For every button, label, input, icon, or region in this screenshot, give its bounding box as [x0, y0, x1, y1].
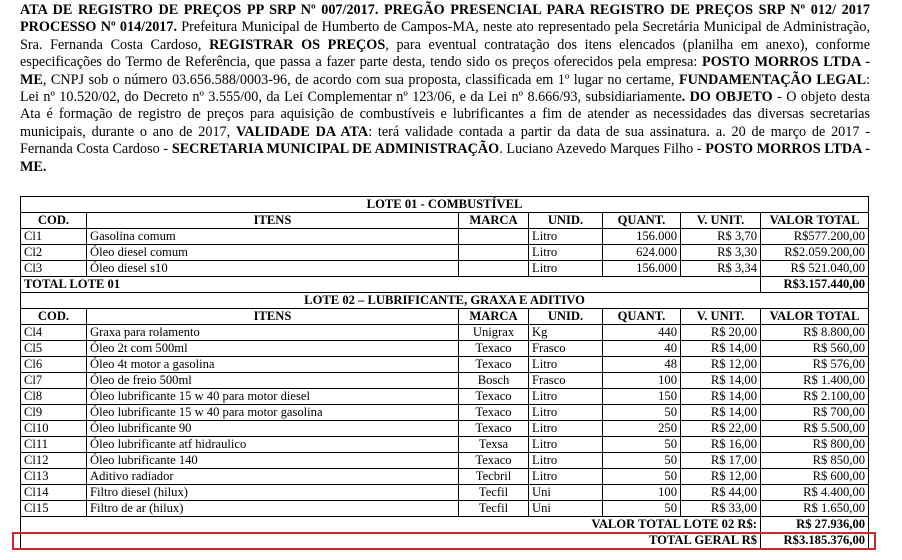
- price-table: [20, 196, 869, 549]
- cell-vunit: R$ 14,00: [681, 389, 761, 405]
- cell-valor-total: R$ 700,00: [761, 405, 869, 421]
- ata-title: ATA DE REGISTRO DE PREÇOS PP SRP Nº 007/2017. PREGÃO PRESENCIAL PARA REGISTRO DE PREÇOS SRP Nº 012/ 2017 PROCESSO Nº 014/2017.: [20, 2, 870, 36]
- header-cod: COD.: [21, 309, 87, 325]
- cell-cod: Cl2: [21, 245, 87, 261]
- cell-vunit: R$ 3,30: [681, 245, 761, 261]
- lote-title-row: [21, 293, 869, 309]
- cell-quant: 100: [603, 485, 681, 501]
- registrar-precos-label: REGISTRAR OS PREÇOS: [209, 36, 386, 53]
- cell-cod: Cl12: [21, 453, 87, 469]
- ata-text-2: , para eventual contratação dos itens elencados (planilha em anexo), conforme especificações do Termo de Referência, que passa a fazer parte desta, tendo sido os preços oferecidos pela empresa:: [20, 36, 870, 71]
- cell-cod: Cl9: [21, 405, 87, 421]
- cell-cod: Cl11: [21, 437, 87, 453]
- cell-quant: 50: [603, 501, 681, 517]
- cell-vunit: R$ 12,00: [681, 357, 761, 373]
- cell-valor-total: R$ 1.650,00: [761, 501, 869, 517]
- header-valor-total: VALOR TOTAL: [761, 309, 869, 325]
- cell-valor-total: R$2.059.200,00: [761, 245, 869, 261]
- cell-vunit: R$ 17,00: [681, 453, 761, 469]
- lote2-total-row: [21, 517, 869, 533]
- cell-marca: Texaco: [459, 357, 529, 373]
- cell-unid: Frasco: [529, 341, 603, 357]
- cell-unid: Litro: [529, 229, 603, 245]
- table-row: [21, 229, 869, 245]
- cell-cod: Cl14: [21, 485, 87, 501]
- header-quant: QUANT.: [603, 309, 681, 325]
- ata-text-6: : terá validade contada a partir da data de sua assinatura. a. 20 de março de 2017 - Fernanda Costa Cardoso -: [20, 123, 870, 158]
- cell-marca: Texaco: [459, 421, 529, 437]
- cell-item: Óleo diesel comum: [87, 245, 459, 261]
- cell-item: Óleo 4t motor a gasolina: [87, 357, 459, 373]
- cell-vunit: R$ 14,00: [681, 373, 761, 389]
- table-row: [21, 373, 869, 389]
- cell-item: Óleo lubrificante 15 w 40 para motor diesel: [87, 389, 459, 405]
- lote2-total-value: R$ 27.936,00: [761, 517, 869, 533]
- lote1-total-label: TOTAL LOTE 01: [21, 277, 761, 293]
- cell-valor-total: R$ 850,00: [761, 453, 869, 469]
- cell-cod: Cl6: [21, 357, 87, 373]
- cell-quant: 100: [603, 373, 681, 389]
- cell-item: Óleo diesel s10: [87, 261, 459, 277]
- cell-quant: 48: [603, 357, 681, 373]
- ata-text-7: . Luciano Azevedo Marques Filho -: [499, 141, 706, 158]
- cell-quant: 624.000: [603, 245, 681, 261]
- objeto-label: . DO OBJETO: [681, 89, 773, 106]
- table-row: [21, 405, 869, 421]
- table-row: [21, 261, 869, 277]
- lote-title: LOTE 02 – LUBRIFICANTE, GRAXA E ADITIVO: [21, 293, 869, 309]
- header-marca: MARCA: [459, 213, 529, 229]
- cell-cod: Cl13: [21, 469, 87, 485]
- table-row: [21, 437, 869, 453]
- cell-marca: Texaco: [459, 405, 529, 421]
- header-unid: UNID.: [529, 213, 603, 229]
- cell-vunit: R$ 20,00: [681, 325, 761, 341]
- cell-unid: Litro: [529, 261, 603, 277]
- header-unid: UNID.: [529, 309, 603, 325]
- table-row: [21, 453, 869, 469]
- cell-quant: 40: [603, 341, 681, 357]
- cell-quant: 440: [603, 325, 681, 341]
- cell-unid: Kg: [529, 325, 603, 341]
- cell-vunit: R$ 44,00: [681, 485, 761, 501]
- cell-quant: 250: [603, 421, 681, 437]
- table-row: [21, 389, 869, 405]
- table-row: [21, 485, 869, 501]
- lote1-total-value: R$3.157.440,00: [761, 277, 869, 293]
- total-geral-highlight: [12, 532, 876, 550]
- header-item: ITENS: [87, 309, 459, 325]
- cell-vunit: R$ 3,70: [681, 229, 761, 245]
- header-vunit: V. UNIT.: [681, 213, 761, 229]
- cell-unid: Litro: [529, 469, 603, 485]
- cell-cod: Cl10: [21, 421, 87, 437]
- cell-item: Gasolina comum: [87, 229, 459, 245]
- cell-marca: Texaco: [459, 341, 529, 357]
- ata-paragraph: [20, 2, 870, 176]
- lote-title: LOTE 01 - COMBUSTÍVEL: [21, 197, 869, 213]
- cell-cod: Cl15: [21, 501, 87, 517]
- cell-vunit: R$ 22,00: [681, 421, 761, 437]
- lote2-total-label: VALOR TOTAL LOTE 02 R$:: [21, 517, 761, 533]
- cell-vunit: R$ 14,00: [681, 405, 761, 421]
- cell-cod: Cl3: [21, 261, 87, 277]
- ata-text-1: Prefeitura Municipal de Humberto de Campos-MA, neste ato representado pela Secretária Municipal de Administração, Sra. Fernanda Costa Cardoso,: [20, 19, 871, 53]
- cell-marca: Tecfil: [459, 501, 529, 517]
- cell-item: Óleo lubrificante 90: [87, 421, 459, 437]
- total-geral-value: R$3.185.376,00: [761, 533, 869, 549]
- fundamentacao-label: FUNDAMENTAÇÃO LEGAL: [678, 71, 867, 88]
- secretaria-label: SECRETARIA MUNICIPAL DE ADMINISTRAÇÃO: [171, 141, 500, 158]
- cell-item: Óleo lubrificante 140: [87, 453, 459, 469]
- cell-item: Óleo lubrificante 15 w 40 para motor gasolina: [87, 405, 459, 421]
- header-marca: MARCA: [459, 309, 529, 325]
- cell-marca: Texaco: [459, 389, 529, 405]
- cell-vunit: R$ 12,00: [681, 469, 761, 485]
- header-valor-total: VALOR TOTAL: [761, 213, 869, 229]
- table-row: [21, 357, 869, 373]
- cell-item: Graxa para rolamento: [87, 325, 459, 341]
- cell-marca: Texsa: [459, 437, 529, 453]
- cell-unid: Frasco: [529, 373, 603, 389]
- cell-valor-total: R$ 5.500,00: [761, 421, 869, 437]
- cell-quant: 156.000: [603, 261, 681, 277]
- cell-valor-total: R$ 1.400,00: [761, 373, 869, 389]
- cell-item: Aditivo radiador: [87, 469, 459, 485]
- ata-text-3: , CNPJ sob o número 03.656.588/0003-96, de acordo com sua proposta, classificada em 1º lugar no certame,: [42, 71, 679, 88]
- ata-text-4: : Lei nº 10.520/02, do Decreto nº 3.555/00, da Lei Complementar nº 123/06, e da Lei nº 8.666/93, subsidiariamente: [20, 71, 871, 106]
- cell-unid: Litro: [529, 245, 603, 261]
- cell-marca: [459, 261, 529, 277]
- cell-item: Filtro diesel (hilux): [87, 485, 459, 501]
- lote-title-row: [21, 197, 869, 213]
- cell-unid: Uni: [529, 485, 603, 501]
- cell-item: Óleo 2t com 500ml: [87, 341, 459, 357]
- cell-unid: Uni: [529, 501, 603, 517]
- cell-valor-total: R$ 521.040,00: [761, 261, 869, 277]
- table-row: [21, 245, 869, 261]
- cell-vunit: R$ 16,00: [681, 437, 761, 453]
- cell-cod: Cl4: [21, 325, 87, 341]
- cell-marca: [459, 245, 529, 261]
- cell-valor-total: R$ 560,00: [761, 341, 869, 357]
- cell-unid: Litro: [529, 389, 603, 405]
- table-row: [21, 501, 869, 517]
- cell-valor-total: R$ 800,00: [761, 437, 869, 453]
- price-table-body: [21, 197, 869, 549]
- cell-unid: Litro: [529, 437, 603, 453]
- header-quant: QUANT.: [603, 213, 681, 229]
- lote1-total-row: [21, 277, 869, 293]
- cell-quant: 156.000: [603, 229, 681, 245]
- cell-quant: 50: [603, 405, 681, 421]
- validade-label: VALIDADE DA ATA: [235, 123, 369, 140]
- table-row: [21, 341, 869, 357]
- header-item: ITENS: [87, 213, 459, 229]
- cell-marca: Tecfil: [459, 485, 529, 501]
- cell-cod: Cl1: [21, 229, 87, 245]
- column-header-row: [21, 213, 869, 229]
- table-row: [21, 421, 869, 437]
- cell-unid: Litro: [529, 357, 603, 373]
- empresa-name: POSTO MORROS LTDA - ME: [20, 54, 871, 88]
- cell-vunit: R$ 33,00: [681, 501, 761, 517]
- cell-marca: Texaco: [459, 453, 529, 469]
- cell-marca: Bosch: [459, 373, 529, 389]
- cell-cod: Cl7: [21, 373, 87, 389]
- cell-cod: Cl5: [21, 341, 87, 357]
- cell-marca: [459, 229, 529, 245]
- cell-unid: Litro: [529, 421, 603, 437]
- cell-valor-total: R$ 600,00: [761, 469, 869, 485]
- cell-valor-total: R$ 8.800,00: [761, 325, 869, 341]
- cell-quant: 50: [603, 453, 681, 469]
- cell-marca: Unigrax: [459, 325, 529, 341]
- empresa-signature: POSTO MORROS LTDA - ME.: [20, 141, 870, 175]
- header-cod: COD.: [21, 213, 87, 229]
- cell-item: Óleo de freio 500ml: [87, 373, 459, 389]
- table-row: [21, 469, 869, 485]
- table-row: [21, 325, 869, 341]
- cell-vunit: R$ 3,34: [681, 261, 761, 277]
- cell-quant: 50: [603, 469, 681, 485]
- cell-marca: Tecbril: [459, 469, 529, 485]
- cell-cod: Cl8: [21, 389, 87, 405]
- cell-valor-total: R$ 4.400,00: [761, 485, 869, 501]
- cell-valor-total: R$ 2.100,00: [761, 389, 869, 405]
- cell-item: Filtro de ar (hilux): [87, 501, 459, 517]
- cell-quant: 50: [603, 437, 681, 453]
- cell-valor-total: R$ 576,00: [761, 357, 869, 373]
- ata-text-5: - O objeto desta Ata é formação de registro de preços para aquisição de combustíveis e lubrificantes a fim de atender as necessidades das diversas secretarias municipais, durante o ano de 2017,: [20, 89, 870, 140]
- column-header-row: [21, 309, 869, 325]
- cell-quant: 150: [603, 389, 681, 405]
- total-geral-label: TOTAL GERAL R$: [21, 533, 761, 549]
- cell-vunit: R$ 14,00: [681, 341, 761, 357]
- cell-valor-total: R$577.200,00: [761, 229, 869, 245]
- header-vunit: V. UNIT.: [681, 309, 761, 325]
- cell-item: Óleo lubrificante atf hidraulico: [87, 437, 459, 453]
- cell-unid: Litro: [529, 453, 603, 469]
- cell-unid: Litro: [529, 405, 603, 421]
